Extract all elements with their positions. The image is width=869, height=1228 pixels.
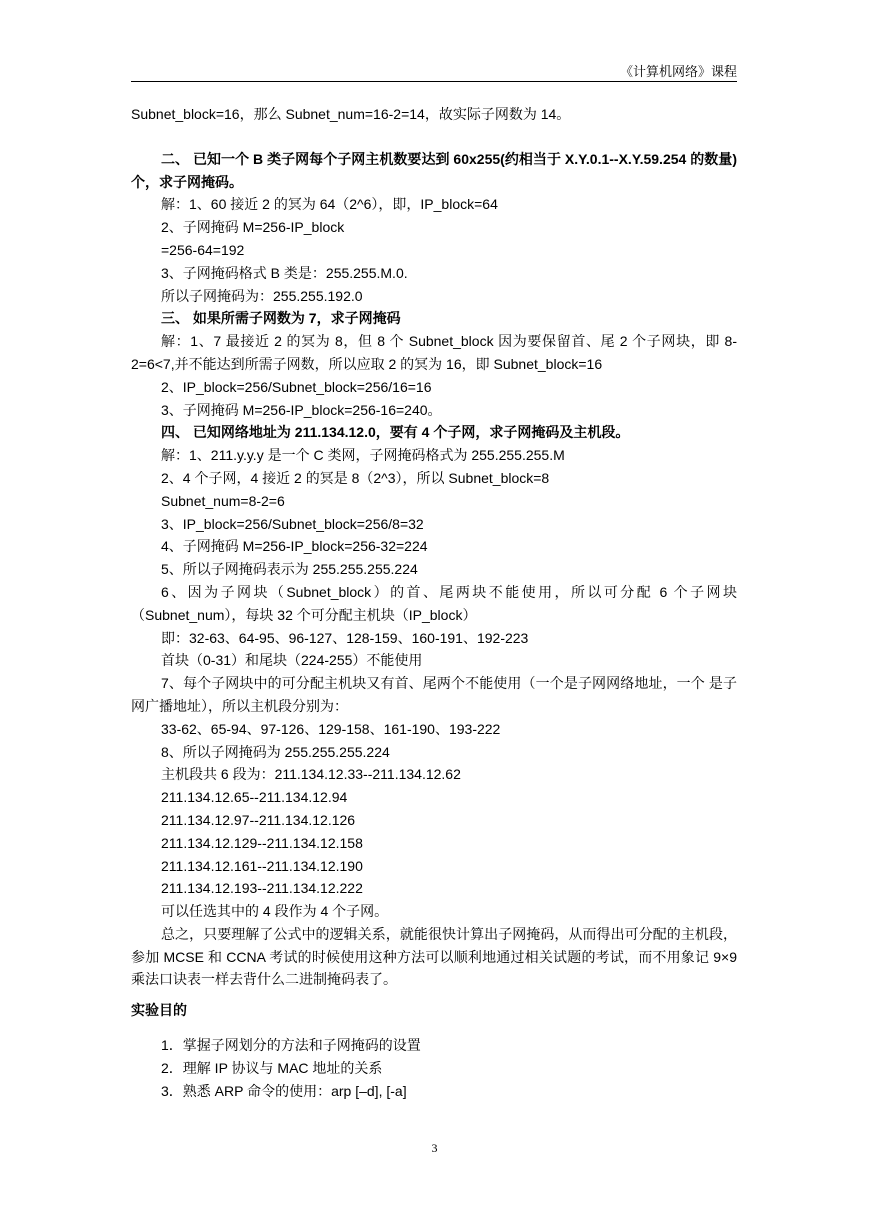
problem-3-line: 3、子网掩码 M=256-IP_block=256-16=240。: [161, 401, 442, 418]
experiment-list: [131, 1034, 737, 1103]
problem-4-title: 四、 已知网络地址为 211.134.12.0，要有 4 个子网，求子网掩码及主机段。: [161, 424, 630, 441]
problem-4-line: 211.134.12.97--211.134.12.126: [161, 811, 356, 828]
problem-4-line: 主机段共 6 段为：211.134.12.33--211.134.12.62: [161, 766, 461, 783]
list-item: 1．掌握子网划分的方法和子网掩码的设置: [161, 1037, 421, 1054]
list-item: 2．理解 IP 协议与 MAC 地址的关系: [161, 1060, 383, 1077]
problem-3-line: 解：1、7 最接近 2 的冥为 8，但 8 个 Subnet_block 因为要保留首、尾 2 个子网块，即 8-2=6<7,并不能达到所需子网数，所以应取 2 的冥为 16，即 Subnet_block=16: [131, 333, 737, 372]
page-number: 3: [431, 1141, 438, 1155]
summary-paragraph: 总之，只要理解了公式中的逻辑关系，就能很快计算出子网掩码，从而得出可分配的主机段，参加 MCSE 和 CCNA 考试的时候使用这种方法可以顺利地通过相关试题的考试，而不用象记 9×9 乘法口诀表一样去背什么二进制掩码表了。: [131, 925, 737, 988]
problem-4-line: 可以任选其中的 4 段作为 4 个子网。: [161, 903, 389, 920]
header-rule: [131, 81, 737, 82]
spacer: [131, 126, 737, 148]
problem-4-line: 8、所以子网掩码为 255.255.255.224: [161, 743, 390, 760]
problem-2-line: 3、子网掩码格式 B 类是：255.255.M.0.: [161, 264, 408, 281]
problem-4-line: 即：32-63、64-95、96-127、128-159、160-191、192-223: [161, 629, 529, 646]
page-body: [131, 103, 737, 1103]
problem-4-line: 211.134.12.65--211.134.12.94: [161, 789, 348, 806]
problem-2-line: 2、子网掩码 M=256-IP_block: [161, 219, 345, 236]
problem-4-line: 6、因为子网块（Subnet_block）的首、尾两块不能使用，所以可分配 6 个子网块（Subnet_num），每块 32 个可分配主机块（IP_block）: [131, 583, 737, 623]
problem-3-line: 2、IP_block=256/Subnet_block=256/16=16: [161, 378, 432, 395]
problem-4-line: 211.134.12.193--211.134.12.222: [161, 880, 363, 897]
page-header: 《计算机网络》课程: [619, 64, 737, 79]
problem-4-line: 33-62、65-94、97-126、129-158、161-190、193-222: [161, 720, 501, 737]
problem-4-line: 3、IP_block=256/Subnet_block=256/8=32: [161, 515, 424, 532]
experiment-heading: 实验目的: [131, 1002, 187, 1019]
intro-line: Subnet_block=16，那么 Subnet_num=16-2=14，故实际子网数为 14。: [131, 106, 571, 122]
list-item: 3．熟悉 ARP 命令的使用：arp [–d], [-a]: [161, 1083, 407, 1100]
problem-2-line: =256-64=192: [161, 241, 245, 258]
problem-4-line: 5、所以子网掩码表示为 255.255.255.224: [161, 561, 418, 578]
problem-4-line: 7、每个子网块中的可分配主机块又有首、尾两个不能使用（一个是子网网络地址，一个 是子网广播地址），所以主机段分别为：: [131, 675, 737, 714]
problem-4-line: 211.134.12.161--211.134.12.190: [161, 857, 363, 874]
problem-4-line: Subnet_num=8-2=6: [161, 492, 285, 509]
problem-3-title: 三、 如果所需子网数为 7，求子网掩码: [161, 310, 401, 327]
problem-2-title: 二、 已知一个 B 类子网每个子网主机数要达到 60x255(约相当于 X.Y.0.1--X.Y.59.254 的数量)个，求子网掩码。: [131, 150, 737, 190]
problem-4-line: 4、子网掩码 M=256-IP_block=256-32=224: [161, 538, 428, 555]
problem-2-line: 解：1、60 接近 2 的冥为 64（2^6），即，IP_block=64: [161, 196, 498, 213]
problem-4-line: 2、4 个子网，4 接近 2 的冥是 8（2^3），所以 Subnet_block=8: [161, 469, 550, 486]
problem-4-line: 解：1、211.y.y.y 是一个 C 类网，子网掩码格式为 255.255.255.M: [161, 447, 565, 464]
problem-2-line: 所以子网掩码为：255.255.192.0: [161, 287, 363, 304]
problem-4-line: 首块（0-31）和尾块（224-255）不能使用: [161, 652, 423, 669]
problem-4-line: 211.134.12.129--211.134.12.158: [161, 834, 363, 851]
